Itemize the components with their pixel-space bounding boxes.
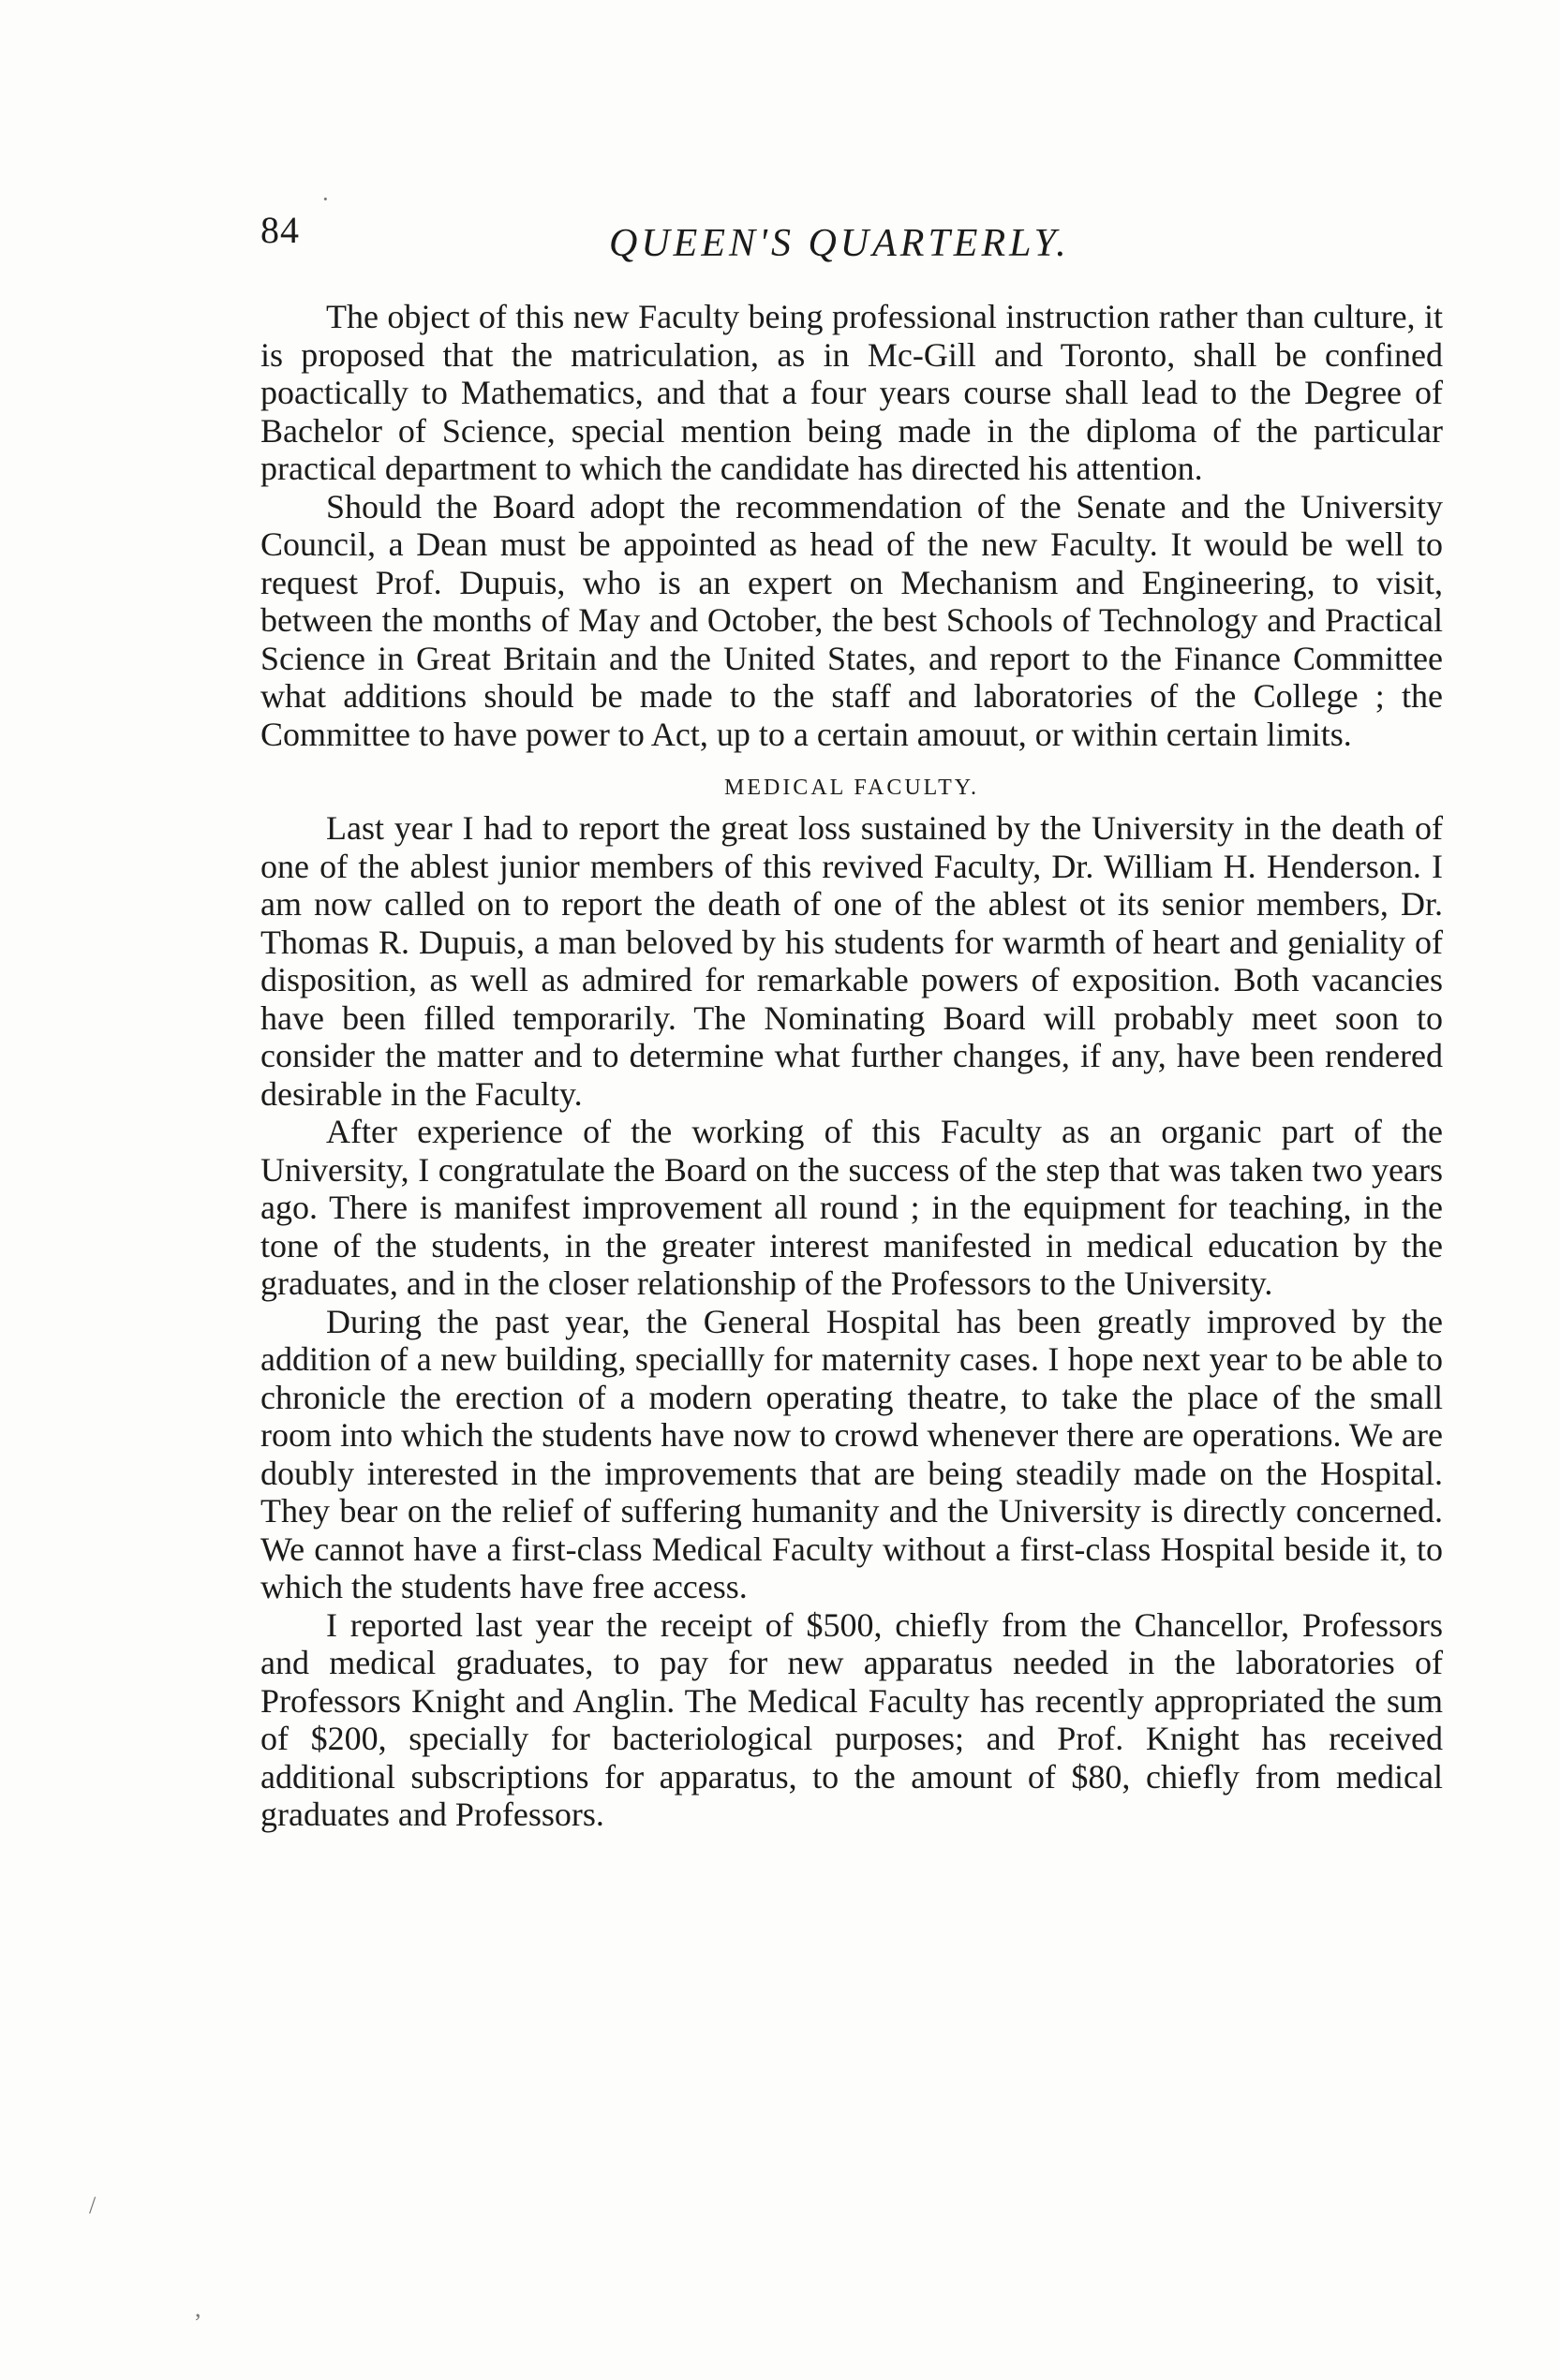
scan-speck: , [195,2295,201,2322]
scan-speck: · [321,185,330,213]
body-text [260,298,1443,1834]
paragraph-laboratory-apparatus: I reported last year the receipt of $500, chiefly from the Chancellor, Professors and medical graduates, to pay for new apparatus needed in the laboratories of Professors Knight and Anglin. The Medical Faculty has recently appropriated the sum of $200, specially for bacteriological purposes; and Prof. Knight has received additional subscriptions for apparatus, to the amount of $80, chiefly from medical graduates and Professors. [260,1605,1443,1833]
paragraph-faculty-success: After experience of the working of this Faculty as an organic part of the University, I congratulate the Board on the success of the step that was taken two years ago. There is manifest improvement all round ; in the equipment for teaching, in the tone of the students, in the greater interest manifested in medical education by the graduates, and in the closer relationship of the Professors to the University. [260,1113,1443,1302]
page-header [260,208,1441,273]
running-title: QUEEN'S QUARTERLY. [609,222,1070,265]
page-number: 84 [260,209,300,251]
paragraph-general-hospital: During the past year, the General Hospital has been greatly improved by the addition of a new building, speciallly for maternity cases. I hope next year to be able to chronicle the erection of a modern operating theatre, to take the place of the small room into which the students have now to crowd whenever there are operations. We are doubly interested in the improvements that are being steadily made on the Hospital. They bear on the relief of suffering humanity and the University is directly concerned. We cannot have a first-class Medical Faculty without a first-class Hospital beside it, to which the students have free access. [260,1302,1443,1605]
section-heading-medical-faculty: MEDICAL FACULTY. [723,776,980,800]
paragraph-dean-appointment: Should the Board adopt the recommendation of the Senate and the University Council, a Dean must be appointed as head of the new Faculty. It would be well to request Prof. Dupuis, who is an expert on Mechanism and Engineering, to visit, between the months of May and October, the best Schools of Technology and Practical Science in Great Britain and the United States, and report to the Finance Committee what additions should be made to the staff and laboratories of the College ; the Committee to have power to Act, up to a certain amouut, or within certain limits. [260,487,1443,753]
scan-speck: / [89,2192,97,2219]
paragraph-faculty-deaths: Last year I had to report the great loss sustained by the University in the death of one of the ablest junior members of this revived Faculty, Dr. William H. Henderson. I am now called on to report the death of one of the ablest ot its senior members, Dr. Thomas R. Dupuis, a man beloved by his students for warmth of heart and geniality of disposition, as well as admired for remarkable powers of exposition. Both vacancies have been filled temporarily. The Nominating Board will probably meet soon to consider the matter and to determine what further changes, if any, have been rendered desirable in the Faculty. [260,809,1443,1113]
paragraph-professional-instruction: The object of this new Faculty being professional instruction rather than culture, it is proposed that the matriculation, as in Mc-Gill and Toronto, shall be confined poactically to Mathematics, and that a four years course shall lead to the Degree of Bachelor of Science, special mention being made in the diploma of the particular practical department to which the candidate has directed his attention. [260,298,1443,487]
